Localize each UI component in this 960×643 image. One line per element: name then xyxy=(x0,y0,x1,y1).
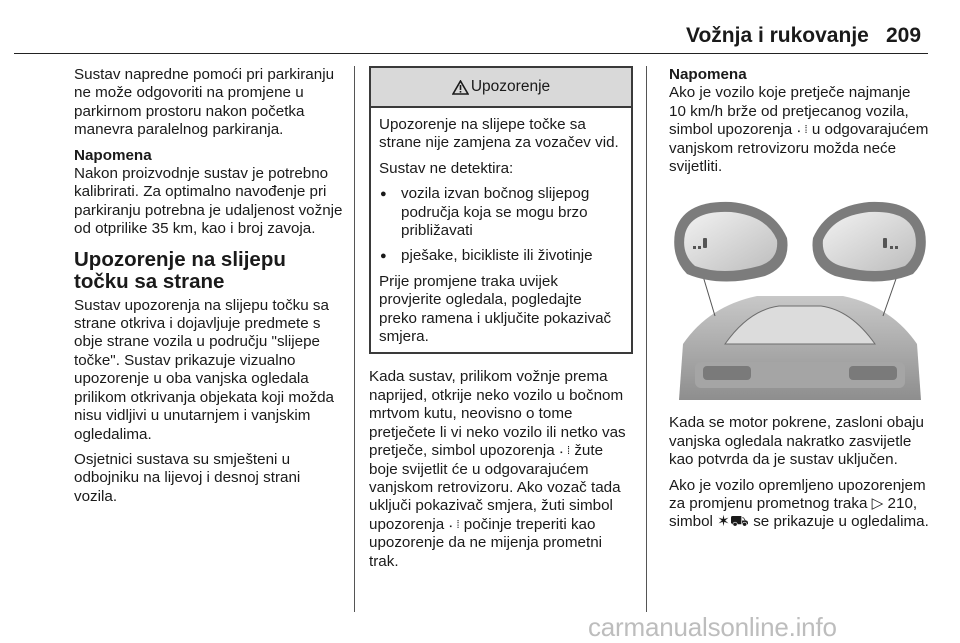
warning-box xyxy=(369,66,633,354)
paragraph: Kada sustav, prilikom vožnje prema naprijed, otkrije neko vozilo u bočnom mrtvom kutu, neovisno o tome pretječete li vi neko vozilo ili netko vas pretječe, simbol upozorenja ⠄⁞ žute boje svijetlit će u odgovarajućem vanjskom retrovizoru. Ako vozač tada uključi pokazivač smjera, žuti simbol upozorenja ⠄⁞ počinje treperiti kao upozorenje da ne mijenja prometni trak. xyxy=(369,368,626,570)
list-item: ● pješake, bicikliste ili životinje xyxy=(379,247,623,265)
page-number: 209 xyxy=(886,24,922,47)
paragraph: Sustav upozorenja na slijepu točku sa strane otkriva i dojavljuje predmete s obje strane vozila u području "slijepe točke". Sustav prikazuje vizualno upozorenje u oba vanjska ogledala prilikom otkrivanja objekata koji možda nisu vidljivi u unutarnjem i vanjskim ogledalima. xyxy=(74,296,334,443)
paragraph: Osjetnici sustava su smješteni u odbojniku na lijevoj i desnoj strani vozila. xyxy=(74,450,301,505)
paragraph: Sustav napredne pomoći pri parkiranju ne može odgovoriti na promjene u parkirnom prostoru nakon početka manevra paralelnog parkiranja. xyxy=(74,66,335,139)
lane-change-icon: ✶⛟ xyxy=(717,513,749,531)
page-header xyxy=(0,0,960,52)
warning-text: Upozorenje na slijepe točke sa strane nije zamjena za vozačev vid. xyxy=(379,116,619,152)
warning-header xyxy=(371,68,631,108)
warning-list xyxy=(379,185,623,266)
note-text: Nakon proizvodnje sustav je potrebno kalibrirati. Za optimalno navođenje pri parkiranju potrebna je udaljenost vožnje od otprilike 35 km, kao i broj zavoja. xyxy=(74,165,343,238)
page-ref-icon: ▷ xyxy=(871,495,884,513)
paragraph: Kada se motor pokrene, zasloni obaju vanjska ogledala nakratko zasvijetle kao potvrda da je sustav uključen. xyxy=(669,414,924,469)
blind-spot-icon: ⠄⁞ xyxy=(796,124,808,137)
paragraph: Ako je vozilo opremljeno upozorenjem za promjenu prometnog traka ▷ 210, simbol ✶⛟ se prikazuje u ogledalima. xyxy=(669,476,929,531)
section-heading: Upozorenje na slijepu točku sa strane xyxy=(74,247,286,293)
blind-spot-icon: ⠄⁞ xyxy=(448,518,460,531)
list-item: ● vozila izvan bočnog slijepog područja koja se mogu brzo približavati xyxy=(379,185,623,240)
warning-triangle-icon xyxy=(452,80,469,95)
header-rule xyxy=(14,53,928,54)
column-divider xyxy=(354,66,355,612)
note xyxy=(74,147,346,239)
watermark: carmanualsonline.info xyxy=(588,612,837,642)
note: Napomena Ako je vozilo koje pretječe najmanje 10 km/h brže od pretjecanog vozila, simbol upozorenja ⠄⁞ u odgovarajućem vanjskom retrovizoru možda neće svijetliti. xyxy=(669,66,931,176)
warning-title: Upozorenje xyxy=(470,77,551,95)
note-label: Napomena xyxy=(74,146,152,164)
warning-body xyxy=(371,108,631,352)
mirrors-illustration xyxy=(669,194,931,400)
column-middle xyxy=(369,66,633,578)
warning-text: Sustav ne detektira: xyxy=(379,159,514,177)
chapter-title: Vožnja i rukovanje xyxy=(686,24,869,47)
column-divider xyxy=(646,66,647,612)
warning-text: Prije promjene traka uvijek provjerite ogledala, pogledajte preko ramena i uključite pokazivač smjera. xyxy=(379,272,612,346)
note-label: Napomena xyxy=(669,66,747,83)
blind-spot-icon: ⠄⁞ xyxy=(558,445,571,458)
column-left xyxy=(74,66,346,513)
column-right xyxy=(669,66,931,539)
